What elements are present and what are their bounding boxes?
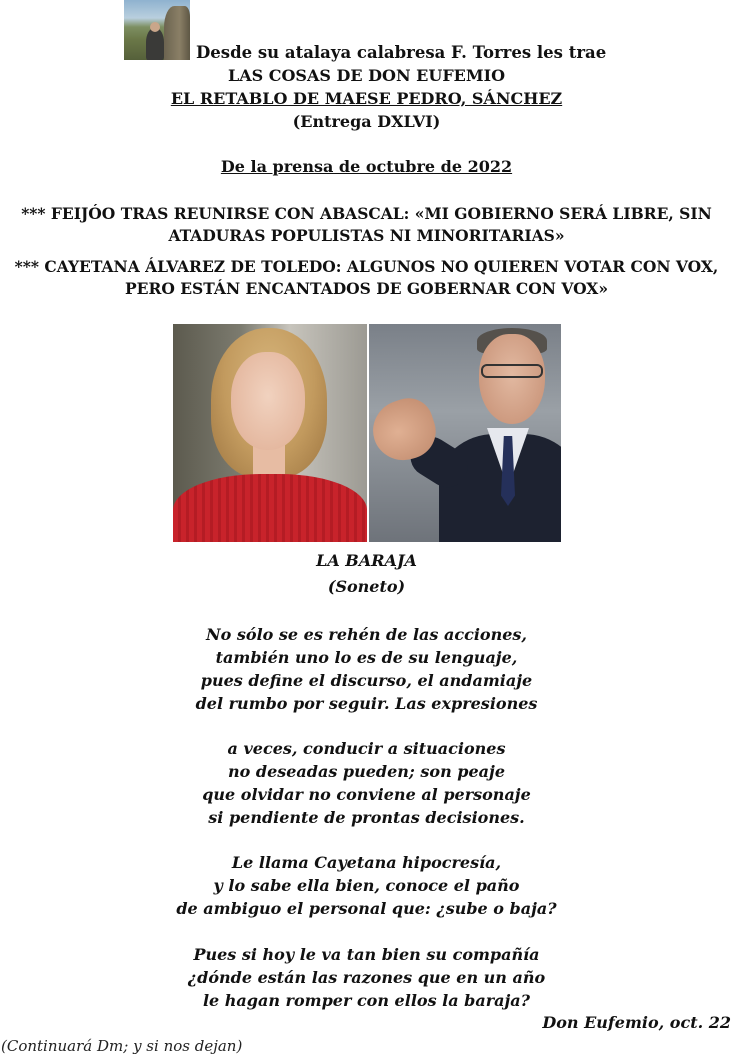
poem-line: No sólo se es rehén de las acciones, [206, 625, 527, 644]
continuation-note: (Continuará Dm; y si nos dejan) [1, 1037, 243, 1055]
poem-line: si pendiente de prontas decisiones. [208, 808, 525, 827]
press-date: De la prensa de octubre de 2022 [220, 157, 513, 176]
poem-line: pues define el discurso, el andamiaje [200, 671, 533, 690]
installment-number: (Entrega DXLVI) [292, 112, 441, 131]
headline-1-line-1: *** FEIJÓO TRAS REUNIRSE CON ABASCAL: «MI GOBIERNO SERÁ LIBRE, SIN [21, 204, 712, 223]
headline-2-line-2: PERO ESTÁN ENCANTADOS DE GOBERNAR CON VOX» [124, 279, 609, 298]
poem-line: del rumbo por seguir. Las expresiones [195, 694, 538, 713]
poem-line: ¿dónde están las razones que en un año [187, 968, 546, 987]
poem-line: y lo sabe ella bien, conoce el paño [213, 876, 520, 895]
headline-1 [0, 203, 733, 247]
photo-cayetana [173, 324, 367, 542]
headline-2 [0, 256, 733, 300]
photo-feijoo [369, 324, 561, 542]
poem-line: no deseadas pueden; son peaje [228, 762, 505, 781]
poem-stanza-4 [0, 943, 733, 1012]
poem-line: Pues si hoy le va tan bien su compañía [193, 945, 540, 964]
poem-line: de ambiguo el personal que: ¿sube o baja? [176, 899, 557, 918]
header-intro: Desde su atalaya calabresa F. Torres les trae [196, 43, 607, 62]
poem-line: Le llama Cayetana hipocresía, [231, 853, 502, 872]
author-photo [124, 0, 190, 60]
poem-form: (Soneto) [327, 577, 406, 596]
column-subtitle: EL RETABLO DE MAESE PEDRO, SÁNCHEZ [170, 89, 563, 108]
headline-1-line-2: ATADURAS POPULISTAS NI MINORITARIAS» [168, 226, 565, 245]
poem-stanza-3 [0, 851, 733, 920]
poem-line: a veces, conducir a situaciones [227, 739, 506, 758]
poem-line: que olvidar no conviene al personaje [202, 785, 531, 804]
poem-line: también uno lo es de su lenguaje, [215, 648, 518, 667]
signature: Don Eufemio, oct. 22 [542, 1013, 731, 1032]
headline-2-line-1: *** CAYETANA ÁLVAREZ DE TOLEDO: ALGUNOS NO QUIEREN VOTAR CON VOX, [14, 257, 719, 276]
poem-title: LA BARAJA [316, 551, 417, 570]
poem-stanza-2 [0, 737, 733, 829]
poem-line: le hagan romper con ellos la baraja? [202, 991, 531, 1010]
poem-stanza-1 [0, 623, 733, 715]
column-name: LAS COSAS DE DON EUFEMIO [227, 66, 506, 85]
